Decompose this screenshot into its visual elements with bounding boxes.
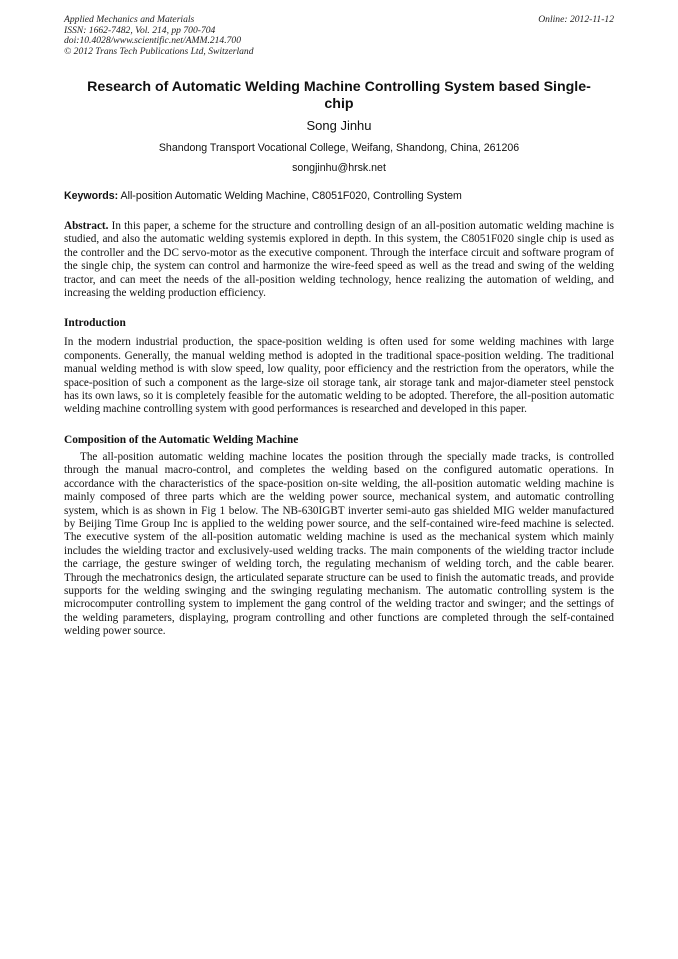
journal-copyright: © 2012 Trans Tech Publications Ltd, Switzerland (64, 45, 254, 57)
introduction-heading: Introduction (64, 317, 126, 330)
composition-heading: Composition of the Automatic Welding Machine (64, 433, 299, 446)
abstract (64, 220, 614, 300)
abstract-label: Abstract. (64, 220, 109, 232)
author-email: songjinhu@hrsk.net (292, 162, 386, 174)
journal-doi: doi:10.4028/www.scientific.net/AMM.214.700 (64, 35, 242, 46)
keywords (64, 190, 614, 203)
composition-paragraph: The all-position automatic welding machine locates the position through the specially made tracks, is controlled through the manual macro-control, and completes the welding based on the configured automatic operations. In accordance with the characteristics of the space-position on-site welding, the all-position automatic welding machine is mainly composed of three parts which are the welding power source, mechanical system, and automatic controlling system, which is as shown in Fig 1 below. The NB-630IGBT inverter semi-auto gas shielded MIG welder manufactured by Beijing Time Group Inc is applied to the welding power source, and the self-contained wire-feed machine is selected. The executive system of the all-position automatic welding machine is used as the mechanical system which mainly includes the wielding tractor and exclusively-used welding tracks. The main components of the wielding tractor include the carriage, the gesture swinger of welding torch, the regulating mechanism of welding torch, and the cable bearer. Through the mechatronics design, the articulated separate structure can be used to finish the automatic treads, and provide supports for the welding swinging and the swinging regulating mechanism. The automatic controlling system is the microcomputer controlling system to implement the gang control of the welding tractor and swinger; and the settings of the welding parameters, displaying, program controlling and other functions are completed through the self-contained welding power source. (64, 450, 614, 638)
author-name: Song Jinhu (306, 118, 372, 133)
keywords-text: All-position Automatic Welding Machine, C8051F020, Controlling System (120, 190, 462, 202)
online-date: Online: 2012-11-12 (538, 14, 614, 25)
journal-name: Applied Mechanics and Materials (64, 14, 195, 25)
journal-issn: ISSN: 1662-7482, Vol. 214, pp 700-704 (64, 24, 216, 36)
introduction-paragraph: In the modern industrial production, the space-position welding is often used for some welding machines with large components. Generally, the manual welding method is adopted in the traditional space-position welding. The traditional manual welding method is with slow speed, low quality, poor efficiency and the restriction from the operators, while the space-position of such a component as the large-size oil storage tank, air storage tank and major-diameter steel penstock has its own laws, so it is completely feasible for the automatic welding to be adopted. Therefore, the all-position automatic welding machine controlling system with good performances is researched and developed in this paper. (64, 336, 614, 416)
abstract-text: In this paper, a scheme for the structure and controlling design of an all-position automatic welding machine is studied, and also the automatic welding systemis explored in depth. In this system, the C8051F020 single chip is used as the controller and the DC servo-motor as the executive component. Through the interface circuit and software program of the single chip, the system can control and harmonize the wire-feed speed as well as the tread and swing of the welding tractor, and can meet the needs of the all-position welding technology, hence realizing the automation of welding, and increasing the welding production efficiency. (64, 220, 615, 300)
paper-title: Research of Automatic Welding Machine Controlling System based Single-chip (87, 79, 591, 112)
author-affiliation: Shandong Transport Vocational College, Weifang, Shandong, China, 261206 (158, 142, 520, 154)
journal-header (64, 15, 614, 57)
keywords-label: Keywords: (64, 190, 119, 202)
